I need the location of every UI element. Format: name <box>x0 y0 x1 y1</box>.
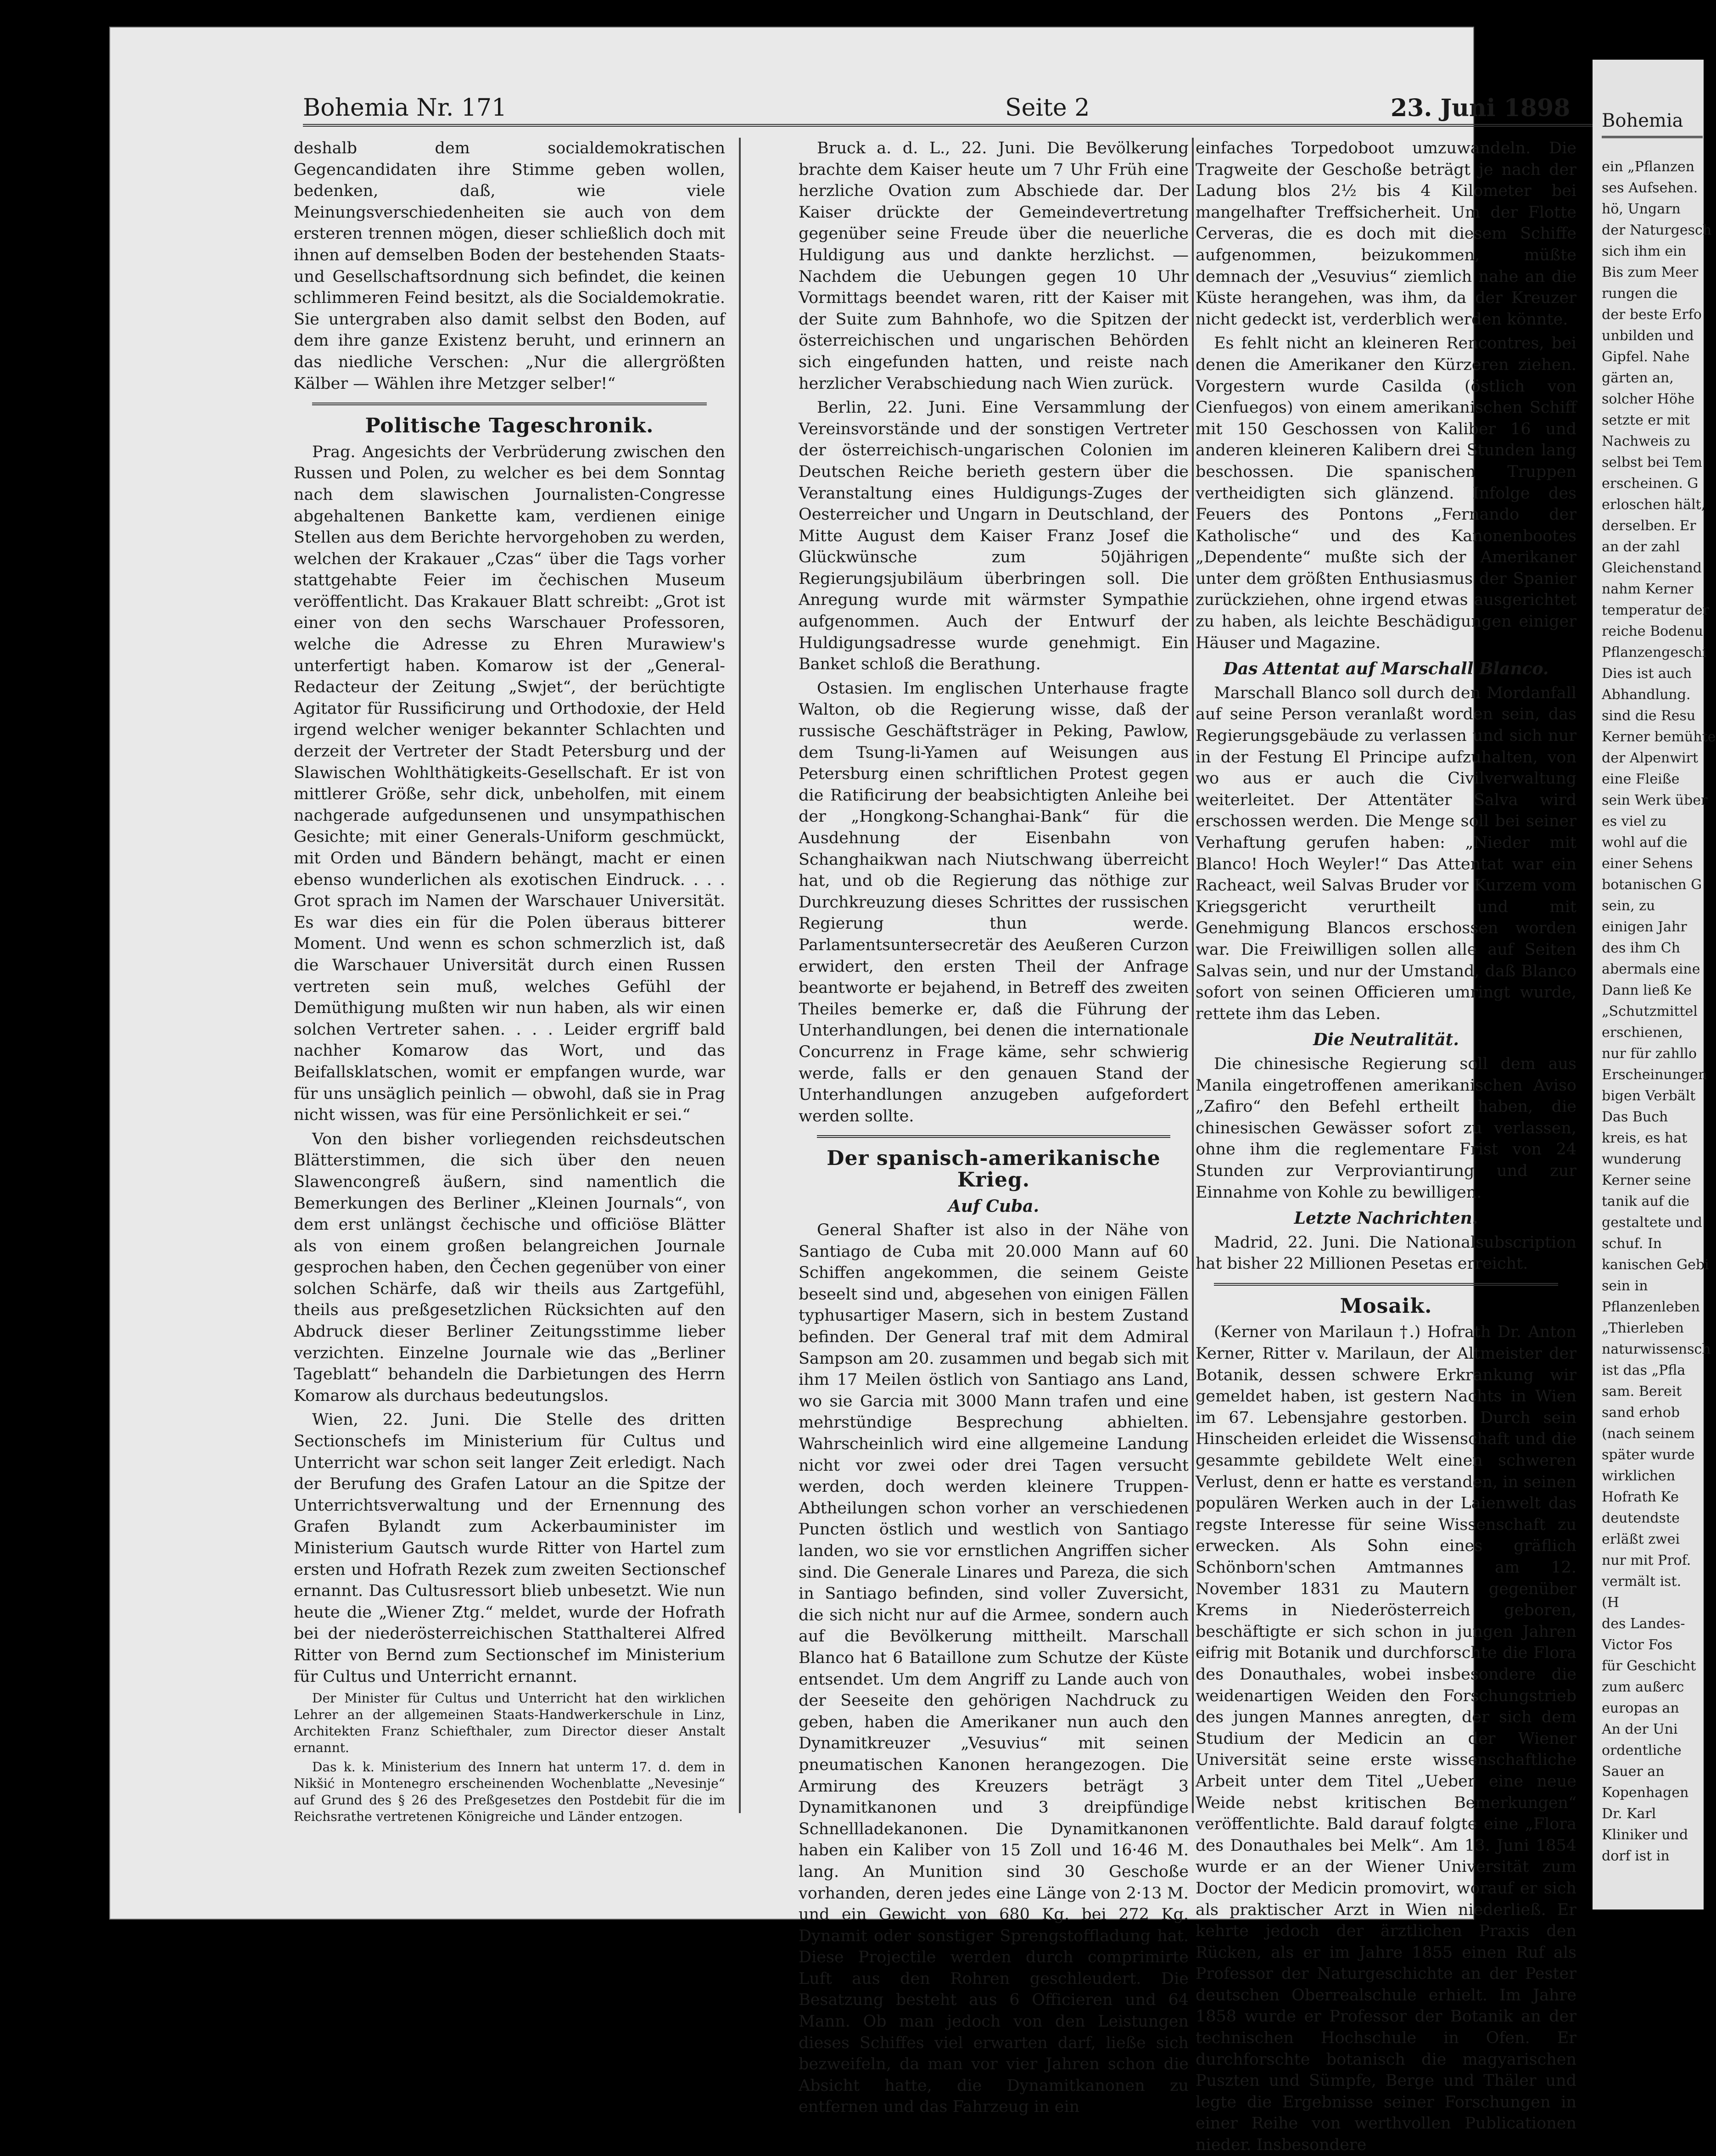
adjacent-page-line: ordentliche <box>1602 1742 1682 1758</box>
adjacent-page-line: ist das „Pfla <box>1602 1362 1686 1378</box>
section-divider <box>817 1135 1170 1138</box>
adjacent-page-line: kanischen Gebi <box>1602 1257 1709 1273</box>
article-paragraph: Von den bisher vorliegenden reichsdeutschen Blätterstimmen, die sich über den neuen Slawencongreß äußern, sind namentlich die Bemerkungen des Berliner „Kleinen Journals“, von dem erst unlängst čechische und officiöse Blätter als von einem großen belangreichen Journale gesprochen haben, den Čechen gegenüber von einer solchen Schärfe, daß wir theils aus Zartgefühl, theils aus preßgesetzlichen Rücksichten auf den Abdruck dieser Berliner Zeitungsstimme lieber verzichten. Einzelne Journale wie das „Berliner Tageblatt“ behandeln die Darbietungen des Herrn Komarow als durchaus bedeutungslos. <box>294 1130 725 1405</box>
adjacent-page-line: für Geschicht <box>1602 1658 1696 1674</box>
adjacent-page-line: „Thierleben <box>1602 1320 1684 1336</box>
adjacent-page-line: sind die Resu <box>1602 708 1696 724</box>
adjacent-page-line: bigen Verbält <box>1602 1088 1696 1104</box>
adjacent-page-line: rungen die <box>1602 286 1678 302</box>
adjacent-page-line: es viel zu <box>1602 813 1667 829</box>
adjacent-page-line: später wurde <box>1602 1447 1695 1463</box>
adjacent-page-line: nahm Kerner <box>1602 581 1694 597</box>
adjacent-page-line: reiche Bodenu <box>1602 623 1703 639</box>
adjacent-page-line: der Alpenwirt <box>1602 750 1699 766</box>
header-page-number: Seite 2 <box>1005 94 1090 122</box>
adjacent-page-line: des Landes- <box>1602 1616 1685 1632</box>
adjacent-page-line: gestaltete und <box>1602 1215 1702 1231</box>
subsection-heading: Die Neutralität. <box>1313 1030 1459 1050</box>
adjacent-page-line: sam. Bereit <box>1602 1383 1682 1400</box>
column-rule <box>739 138 741 1813</box>
article-paragraph: (Kerner von Marilaun †.) Hofrath Dr. Anton Kerner, Ritter v. Marilaun, der Altmeister der Botanik, dessen schwere Erkrankung wir gemeldet haben, ist gestern Nachts in Wien im 67. Lebensjahre gestorben. Durch sein Hinscheiden erleidet die Wissenschaft und die gesammte gebildete Welt einen schweren Verlust, denn er hatte es verstanden, in seinen populären Werken auch in der Laienwelt das regste Interesse für seine Wissenschaft zu erwecken. Als Sohn eines gräflich Schönborn'schen Amtmannes am 12. November 1831 zu Mautern gegenüber Krems in Niederösterreich geboren, beschäftigte er sich schon in jungen Jahren eifrig mit Botanik und durchforschte die Flora des Donauthales, wobei insbesondere die weidenartigen Weiden den Forschungstrieb des jungen Mannes anregten, der sich dem Studium der Medicin an der Wiener Universität seine erste wissenschaftliche Arbeit unter dem Titel „Ueber eine neue Weide nebst kritischen Bemerkungen“ veröffentlichte. Bald darauf folgte eine „Flora des Donauthales bei Melk“. Am 13. Juni 1854 wurde er an der Wiener Universität zum Doctor der Medicin promovirt, worauf er sich als praktischer Arzt in Wien niederließ. Er kehrte jedoch der ärztlichen Praxis den Rücken, als er im Jahre 1855 einen Ruf als Professor der Naturgeschichte an der Pester deutschen Oberrealschule erhielt. Im Jahre 1858 wurde er Professor der Botanik an der technischen Hochschule in Ofen. Er durchforschte botanisch die magyarischen Puszten und Sümpfe, Berge und Thäler und legte die Ergebnisse seiner Forschungen in einer Reihe von werthvollen Publicationen nieder. Insbesondere <box>1196 1323 1576 2155</box>
scan-margin <box>0 0 110 2071</box>
adjacent-page-line: Dr. Karl <box>1602 1806 1656 1822</box>
adjacent-page-line: Kerner seine <box>1602 1172 1691 1188</box>
section-divider <box>312 403 707 405</box>
article-continuation: deshalb dem socialdemokratischen Gegencandidaten ihre Stimme geben wollen, bedenken, daß, wie viele Meinungsverschiedenheiten sie auch von dem ersteren trennen mögen, dieser schließlich doch mit ihnen auf demselben Boden der bestehenden Staats- und Gesellschaftsordnung sich befindet, die keinen schlimmeren Feind besitzt, als die Socialdemokratie. Sie untergraben also damit selbst den Boden, auf dem ihre ganze Existenz beruht, und erinnern an das niedliche Verschen: „Nur die allergrößten Kälber — Wählen ihre Metzger selber!“ <box>294 139 725 393</box>
adjacent-page-line: Dann ließ Ke <box>1602 982 1692 998</box>
notice-paragraph: Das k. k. Ministerium des Innern hat unterm 17. d. dem in Nikšić in Montenegro erscheinenden Wochenblatte „Nevesinje“ auf Grund des § 26 des Preßgesetzes den Postdebit für die im Reichsrathe vertretenen Königreiche und Länder entzogen. <box>294 1759 725 1825</box>
adjacent-page-line: erscheinen. G <box>1602 476 1699 492</box>
adjacent-page-text <box>1602 60 1716 1867</box>
adjacent-page-line: nur für zahllo <box>1602 1046 1697 1062</box>
notice-paragraph: Der Minister für Cultus und Unterricht hat den wirklichen Lehrer an der allgemeinen Staats-Handwerkerschule in Linz, Architekten Franz Schiefthaler, zum Director dieser Anstalt ernannt. <box>294 1691 725 1756</box>
subsection-heading: Das Attentat auf Marschall Blanco. <box>1223 659 1549 679</box>
adjacent-page-line: selbst bei Tem <box>1602 454 1702 470</box>
adjacent-page-line: unbilden und <box>1602 328 1694 344</box>
adjacent-page-line: (nach seinem <box>1602 1426 1695 1442</box>
adjacent-page-line: Dies ist auch <box>1602 666 1692 682</box>
adjacent-page-line: europas an <box>1602 1700 1679 1716</box>
adjacent-page-line: Gipfel. Nahe <box>1602 349 1690 365</box>
adjacent-page-line: sein, zu <box>1602 898 1655 914</box>
column-2 <box>799 138 1189 2117</box>
adjacent-page-line: Kliniker und <box>1602 1827 1688 1843</box>
adjacent-page-line: Gleichenstand <box>1602 560 1702 576</box>
section-heading: Mosaik. <box>1340 1294 1432 1318</box>
article-paragraph: General Shafter ist also in der Nähe von Santiago de Cuba mit 20.000 Mann auf 60 Schiffen angekommen, die seinem Geiste beseelt sind und, abgesehen von einigen Fällen typhusartiger Masern, sich in bestem Zustand befinden. Der General traf mit dem Admiral Sampson am 20. zusammen und begab sich mit ihm 17 Meilen östlich von Santiago ans Land, wo sie Garcia mit 3000 Mann trafen und eine mehrstündige Besprechung abhielten. Wahrscheinlich wird eine allgemeine Landung nicht vor zwei oder drei Tagen versucht werden, doch werden kleinere Truppen-Abtheilungen schon vorher an verschiedenen Puncten östlich und westlich von Santiago landen, wo sie vor ernstlichen Angriffen sicher sind. Die Generale Linares und Pareza, die sich in Santiago befinden, sind voller Zuversicht, die sich nicht nur auf die Armee, sondern auch auf die Bevölkerung mittheilt. Marschall Blanco hat 6 Bataillone zum Schutze der Küste entsendet. Um dem Angriff zu Lande auch von der Seeseite den gehörigen Nachdruck zu geben, haben die Amerikaner nun auch den Dynamitkreuzer „Vesuvius“ mit seinen pneumatischen Kanonen herangezogen. Die Armirung des Kreuzers beträgt 3 Dynamitkanonen und 3 dreipfündige Schnellladekanonen. Die Dynamitkanonen haben ein Kaliber von 15 Zoll und 16·46 M. lang. An Munition sind 30 Geschoße vorhanden, deren jedes eine Länge von 2·13 M. und ein Gewicht von 680 Kg. bei 272 Kg. Dynamit oder sonstiger Sprengstoffladung hat. Diese Projectile werden durch comprimirte Luft aus den Rohren geschleudert. Die Besatzung besteht aus 6 Officieren und 64 Mann. Ob man jedoch von den Leistungen dieses Schiffes viel erwarten darf, ließe sich bezweifeln, da man vor vier Jahren schon die Absicht hatte, die Dynamitkanonen zu entfernen und das Fahrzeug in ein <box>799 1221 1189 2117</box>
adjacent-page-line: Erscheinungen <box>1602 1067 1707 1083</box>
adjacent-page-line: zum außerc <box>1602 1679 1684 1695</box>
adjacent-page-line: An der Uni <box>1602 1721 1678 1737</box>
article-paragraph: Bruck a. d. L., 22. Juni. Die Bevölkerung brachte dem Kaiser heute um 7 Uhr Früh eine herzliche Ovation zum Abschiede dar. Der Kaiser drückte der Gemeindevertretung gegenüber seine Freude über die neuerliche Huldigung aus und dankte herzlichst. — Nachdem die Uebungen gegen 10 Uhr Vormittags beendet waren, ritt der Kaiser mit der Suite zum Bahnhofe, wo die Spitzen der österreichischen und ungarischen Behörden sich eingefunden hatten, und reiste nach herzlicher Verabschiedung nach Wien zurück. <box>799 139 1189 393</box>
adjacent-page-line: derselben. Er <box>1602 518 1696 534</box>
header-date: 23. Juni 1898 <box>1391 94 1571 122</box>
article-paragraph: Es fehlt nicht an kleineren Rencontres, bei denen die Amerikaner den Kürzeren ziehen. Vorgestern wurde Casilda (östlich von Cienfuegos) von einem amerikanischen Schiff mit 150 Geschossen von Kaliber 16 und anderen kleineren Kalibern drei Stunden lang beschossen. Die spanischen Truppen vertheidigten sich glänzend. Infolge des Feuers des Pontons „Fernando der Katholische“ und des Kanonenbootes „Dependente“ mußte sich der Amerikaner unter dem größten Enthusiasmus der Spanier zurückziehen, ohne irgend etwas ausgerichtet zu haben, als leichte Beschädigungen einiger Häuser und Magazine. <box>1196 334 1576 652</box>
adjacent-page-line: nur mit Prof. <box>1602 1552 1691 1568</box>
article-paragraph: Madrid, 22. Juni. Die Nationalsubscription hat bisher 22 Millionen Pesetas erreicht. <box>1196 1233 1576 1273</box>
adjacent-page-line: des ihm Ch <box>1602 940 1681 956</box>
adjacent-page-line: deutendste <box>1602 1510 1680 1526</box>
adjacent-page-line: erschienen, <box>1602 1025 1683 1041</box>
article-paragraph: Berlin, 22. Juni. Eine Versammlung der Vereinsvorstände und der sonstigen Vertreter der österreichisch-ungarischen Colonien im Deutschen Reiche berieth gestern über die Veranstaltung eines Huldigungs-Zuges der Oesterreicher und Ungarn in Deutschland, der Mitte August dem Kaiser Franz Josef die Glückwünsche zum 50jährigen Regierungsjubiläum überbringen soll. Die Anregung wurde mit wärmster Sympathie aufgenommen. Auch der Entwurf der Huldigungsadresse wurde genehmigt. Ein Banket schloß die Berathung. <box>799 398 1189 674</box>
adjacent-page-line: wunderung <box>1602 1151 1682 1167</box>
adjacent-page-line: Pflanzengeschi <box>1602 644 1707 661</box>
adjacent-page-line: erläßt zwei <box>1602 1531 1680 1547</box>
article-paragraph: Wien, 22. Juni. Die Stelle des dritten Sectionschefs im Ministerium für Cultus und Unterricht war schon seit langer Zeit erledigt. Nach der Berufung des Grafen Latour an die Spitze der Unterrichtsverwaltung und der Ernennung des Grafen Bylandt zum Ackerbauminister im Ministerium Gautsch wurde Ritter von Hartel zum ersten und Hofrath Rezek zum zweiten Sectionschef ernannt. Das Cultusressort blieb unbesetzt. Wie nun heute die „Wiener Ztg.“ meldet, wurde der Hofrath bei der niederösterreichischen Statthalterei Alfred Ritter von Bernd zum Sectionschef im Ministerium für Cultus und Unterricht ernannt. <box>294 1411 725 1686</box>
adjacent-page-line: der Naturgesch <box>1602 222 1712 238</box>
article-paragraph: Ostasien. Im englischen Unterhause fragte Walton, ob die Regierung wisse, daß der russische Geschäftsträger in Peking, Pawlow, dem Tsung-li-Yamen auf Weisungen aus Petersburg einen schriftlichen Protest gegen die Ratificirung der beabsichtigten Anleihe bei der „Hongkong-Schanghai-Bank“ für die Ausdehnung der Eisenbahn von Schanghaikwan nach Niutschwang überreicht hat, und ob die Regierung das nöthige zur Durchkreuzung dieses Schrittes der russischen Regierung thun werde. Parlamentsuntersecretär des Aeußeren Curzon erwidert, den ersten Theil der Anfrage beantworte er bejahend, in Betreff des zweiten Theiles bemerke er, daß die Führung der Unterhandlungen, bei denen die internationale Concurrenz in Frage käme, sehr schwierig werde, falls er den genauen Stand der Unterhandlungen anzugeben aufgefordert werden sollte. <box>799 679 1189 1126</box>
adjacent-page-header: Bohemia <box>1602 110 1703 138</box>
adjacent-page-line: wohl auf die <box>1602 834 1688 851</box>
adjacent-page-line: setzte er mit <box>1602 412 1690 428</box>
subsection-heading: Auf Cuba. <box>948 1196 1039 1216</box>
adjacent-page-line: hö, Ungarn <box>1602 201 1681 217</box>
adjacent-page-line: sand erhob <box>1602 1405 1680 1421</box>
adjacent-page-line: Pflanzenleben <box>1602 1299 1700 1315</box>
adjacent-page-line: dorf ist in <box>1602 1848 1670 1864</box>
adjacent-page-line: der beste Erfo <box>1602 307 1702 323</box>
column-3 <box>1196 138 1576 2155</box>
adjacent-page-line: Kerner bemühte <box>1602 729 1716 745</box>
adjacent-page-line: Bis zum Meer <box>1602 264 1699 280</box>
article-paragraph: Marschall Blanco soll durch den Mordanfall auf seine Person veranlaßt worden sein, das Regierungsgebäude zu verlassen und sich nur in der Festung El Principe aufzuhalten, von wo aus er auch die Civilverwaltung weiterleitet. Der Attentäter Salva wird erschossen werden. Die Menge soll bei seiner Verhaftung gerufen haben: „Nieder mit Blanco! Hoch Weyler!“ Das Attentat war ein Racheact, weil Salvas Bruder vor Kurzem vom Kriegsgericht verurtheilt und mit Genehmigung Blancos erschossen worden war. Die Freiwilligen sollen alle auf Seiten Salvas sein, und nur der Umstand, daß Blanco sofort von seinen Officieren umringt wurde, rettete ihm das Leben. <box>1196 683 1576 1023</box>
adjacent-page-line: schuf. In <box>1602 1236 1662 1252</box>
adjacent-page-line: „Schutzmittel <box>1602 1003 1698 1019</box>
adjacent-page-line: Kopenhagen <box>1602 1785 1689 1801</box>
adjacent-page-line: abermals eine <box>1602 961 1700 977</box>
article-paragraph: Prag. Angesichts der Verbrüderung zwischen den Russen und Polen, zu welcher es bei dem Sonntag nach dem slawischen Journalisten-Congresse abgehaltenen Bankette kam, verdienen einige Stellen aus dem Berichte hervorgehoben zu werden, welchen der Krakauer „Czas“ über die Tags vorher stattgehabte Feier im čechischen Museum veröffentlicht. Das Krakauer Blatt schreibt: „Grot ist einer von den sechs Warschauer Professoren, welche die Adresse zu Ehren Murawiew's unterfertigt haben. Komarow ist der „General-Redacteur der Zeitung „Swjet“, der berüchtigte Agitator für Russificirung und Orthodoxie, der Held irgend welcher weniger bekannter Schlachten und derzeit der Vertreter der Stadt Petersburg und der Slawischen Wohlthätigkeits-Gesellschaft. Er ist von mittlerer Größe, sehr dick, unbeholfen, mit einem nachgerade aufgedunsenen und unsympathischen Gesichte; mit einer Generals-Uniform geschmückt, mit Orden und Bändern behängt, macht er einen ebenso wunderlichen als exotischen Eindruck. . . . Grot sprach im Namen der Warschauer Universität. Es war dies ein für die Polen überaus bitterer Moment. Und wenn es schon schmerzlich ist, daß die Warschauer Universität durch einen Russen vertreten sein muß, welches Gefühl der Demüthigung mußten wir nun haben, als wir einen solchen Vertreter sahen. . . . Leider ergriff bald nachher Komarow das Wort, und das Beifallsklatschen, womit er empfangen wurde, war für uns unsäglich peinlich — obwohl, daß sie in Prag nicht wissen, was für eine Persönlichkeit er sei.“ <box>294 442 725 1125</box>
adjacent-page-line: wirklichen <box>1602 1468 1676 1484</box>
adjacent-page-line: einigen Jahr <box>1602 919 1687 935</box>
adjacent-page-line: Das Buch <box>1602 1109 1668 1125</box>
section-heading: Der spanisch-amerikanische Krieg. <box>827 1147 1161 1192</box>
adjacent-page-line: Nachweis zu <box>1602 433 1691 449</box>
adjacent-page-line: tanik auf die <box>1602 1193 1689 1210</box>
adjacent-page-line: eine Fleiße <box>1602 771 1680 787</box>
column-rule <box>1192 138 1194 1813</box>
adjacent-page <box>1593 60 1716 1910</box>
adjacent-page-line: naturwissensch <box>1602 1341 1711 1357</box>
adjacent-page-line: ses Aufsehen. <box>1602 180 1698 196</box>
adjacent-page-line: ein „Pflanzen <box>1602 159 1695 175</box>
adjacent-page-line: einer Sehens <box>1602 856 1693 872</box>
page-header <box>303 73 1602 127</box>
header-masthead: Bohemia Nr. 171 <box>303 94 507 122</box>
adjacent-page-line: erloschen hält, <box>1602 497 1706 513</box>
adjacent-page-line: temperatur der <box>1602 602 1709 618</box>
adjacent-page-line: Hofrath Ke <box>1602 1489 1679 1505</box>
article-continuation: einfaches Torpedoboot umzuwandeln. Die Tragweite der Geschoße beträgt je nach der Ladung blos 2½ bis 4 Kilometer bei mangelhafter Treffsicherheit. Um der Flotte Cerveras, die es doch mit diesem Schiffe aufgenommen, beizukommen, müßte demnach der „Vesuvius“ ziemlich nahe an die Küste herangehen, was ihm, da der Kreuzer nicht gedeckt ist, verderblich werden könnte. <box>1196 139 1576 329</box>
section-heading: Politische Tageschronik. <box>365 414 654 438</box>
section-divider <box>1214 1283 1558 1286</box>
adjacent-page-line: sein in <box>1602 1278 1648 1294</box>
article-paragraph: Die chinesische Regierung soll dem aus Manila eingetroffenen amerikanischen Aviso „Zafiro“ den Befehl ertheilt haben, die chinesischen Gewässer sofort zu verlassen, ohne ihm die reglementare Frist von 24 Stunden zur Verproviantirung und zur Einnahme von Kohle zu bewilligen. <box>1196 1054 1576 1202</box>
adjacent-page-line: sein Werk über <box>1602 792 1708 808</box>
adjacent-page-line: Sauer an <box>1602 1764 1665 1780</box>
adjacent-page-line: Victor Fos <box>1602 1637 1673 1653</box>
adjacent-page-line: an der zahl <box>1602 539 1680 555</box>
adjacent-page-line: solcher Höhe <box>1602 391 1695 407</box>
column-1 <box>294 138 725 1825</box>
adjacent-page-line: gärten an, <box>1602 370 1674 386</box>
adjacent-page-line: vermält ist. <box>1602 1574 1682 1590</box>
adjacent-page-lines <box>1602 157 1716 1867</box>
adjacent-page-line: kreis, es hat <box>1602 1130 1688 1146</box>
subsection-heading: Letzte Nachrichten. <box>1294 1209 1478 1228</box>
adjacent-page-line: Abhandlung. <box>1602 687 1691 703</box>
adjacent-page-line: (H <box>1602 1595 1619 1611</box>
adjacent-page-line: sich ihm ein <box>1602 243 1687 259</box>
adjacent-page-line: botanischen G <box>1602 877 1702 893</box>
